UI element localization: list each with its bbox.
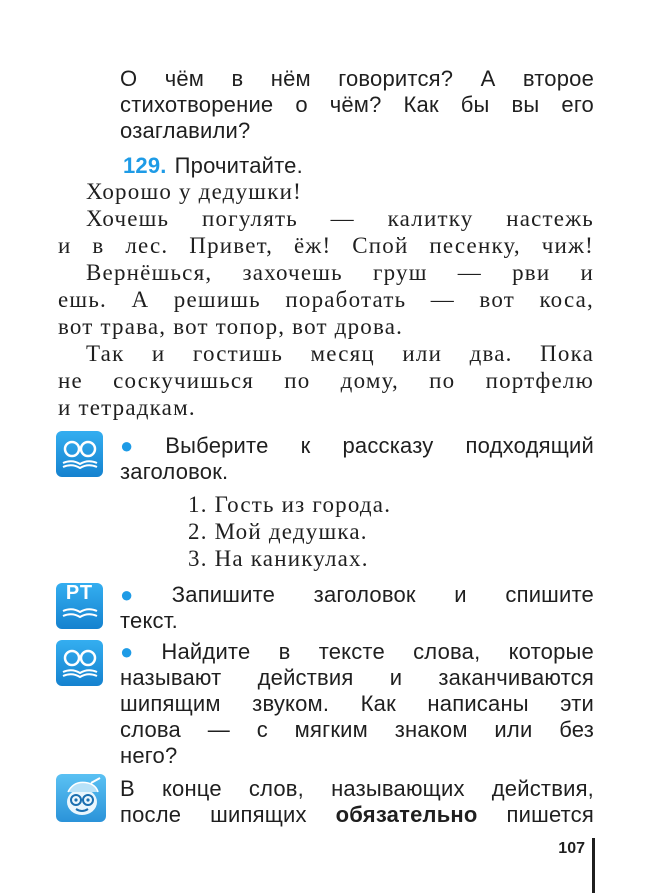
glasses-book-icon (56, 640, 103, 686)
task-line: заголовок. (120, 459, 229, 484)
story-line: вот трава, вот топор, вот дрова. (58, 314, 404, 339)
task-line: слова — с мягким знаком или без (120, 717, 594, 742)
task-line: текст. (120, 608, 178, 633)
story-line: Вернёшься, захочешь груш — рви и (86, 260, 594, 285)
rule-bold-word: обязательно (335, 802, 478, 827)
task-text: Найдите в тексте слова, которые (161, 639, 594, 664)
page-number-rule (592, 838, 595, 893)
exercise-instruction: Прочитайте. (174, 153, 303, 178)
story-text (58, 178, 594, 421)
exercise-header (123, 151, 423, 181)
glasses-book-icon (56, 431, 103, 477)
task-line (120, 582, 594, 608)
intro-line: стихотворение о чём? Как бы вы его (120, 92, 594, 117)
title-option: 1. Гость из города. (188, 492, 392, 517)
story-paragraph (58, 340, 594, 421)
bullet-icon: ● (120, 582, 166, 607)
task-text: Запишите заголовок и спишите (171, 582, 594, 607)
story-line: Хорошо у дедушки! (86, 179, 302, 204)
rule-line: В конце слов, называющих действия, (120, 776, 594, 801)
intro-question (120, 66, 594, 144)
page-number: 107 (558, 840, 585, 857)
exercise-number: 129. (123, 153, 167, 178)
story-paragraph (58, 178, 594, 205)
rule-text-part: после шипящих (120, 802, 307, 827)
mascot-icon (56, 774, 106, 822)
story-line: не соскучишься по дому, по портфелю (58, 368, 594, 393)
story-line: ешь. А решишь поработать — вот коса, (58, 287, 594, 312)
intro-line: О чём в нём говорится? А второе (120, 66, 594, 91)
story-paragraph (58, 205, 594, 259)
story-line: Хочешь погулять — калитку настежь (86, 206, 594, 231)
workbook-icon-label: РТ (65, 583, 94, 604)
story-line: и тетрадкам. (58, 395, 196, 420)
task-line: называют действия и заканчиваются (120, 665, 594, 690)
task-text: Выберите к рассказу подходящий (165, 433, 594, 458)
title-option: 2. Мой дедушка. (188, 519, 368, 544)
rule-text (120, 776, 594, 828)
story-paragraph (58, 259, 594, 340)
task-find-words (120, 639, 594, 769)
title-option: 3. На каникулах. (188, 546, 369, 571)
title-options (188, 491, 488, 572)
task-line (120, 433, 594, 459)
task-line: шипящим звуком. Как написаны эти (120, 691, 594, 716)
task-line: него? (120, 743, 178, 768)
intro-line: озаглавили? (120, 118, 251, 143)
rule-line (120, 802, 594, 828)
story-line: Так и гостишь месяц или два. Пока (86, 341, 594, 366)
task-choose-title (120, 433, 594, 485)
bullet-icon: ● (120, 639, 156, 664)
task-line (120, 639, 594, 665)
bullet-icon: ● (120, 433, 160, 458)
story-line: и в лес. Привет, ёж! Спой песенку, чиж! (58, 233, 594, 258)
rule-text-part: пишется (506, 802, 594, 827)
task-write-title (120, 582, 594, 634)
workbook-icon (56, 583, 103, 629)
